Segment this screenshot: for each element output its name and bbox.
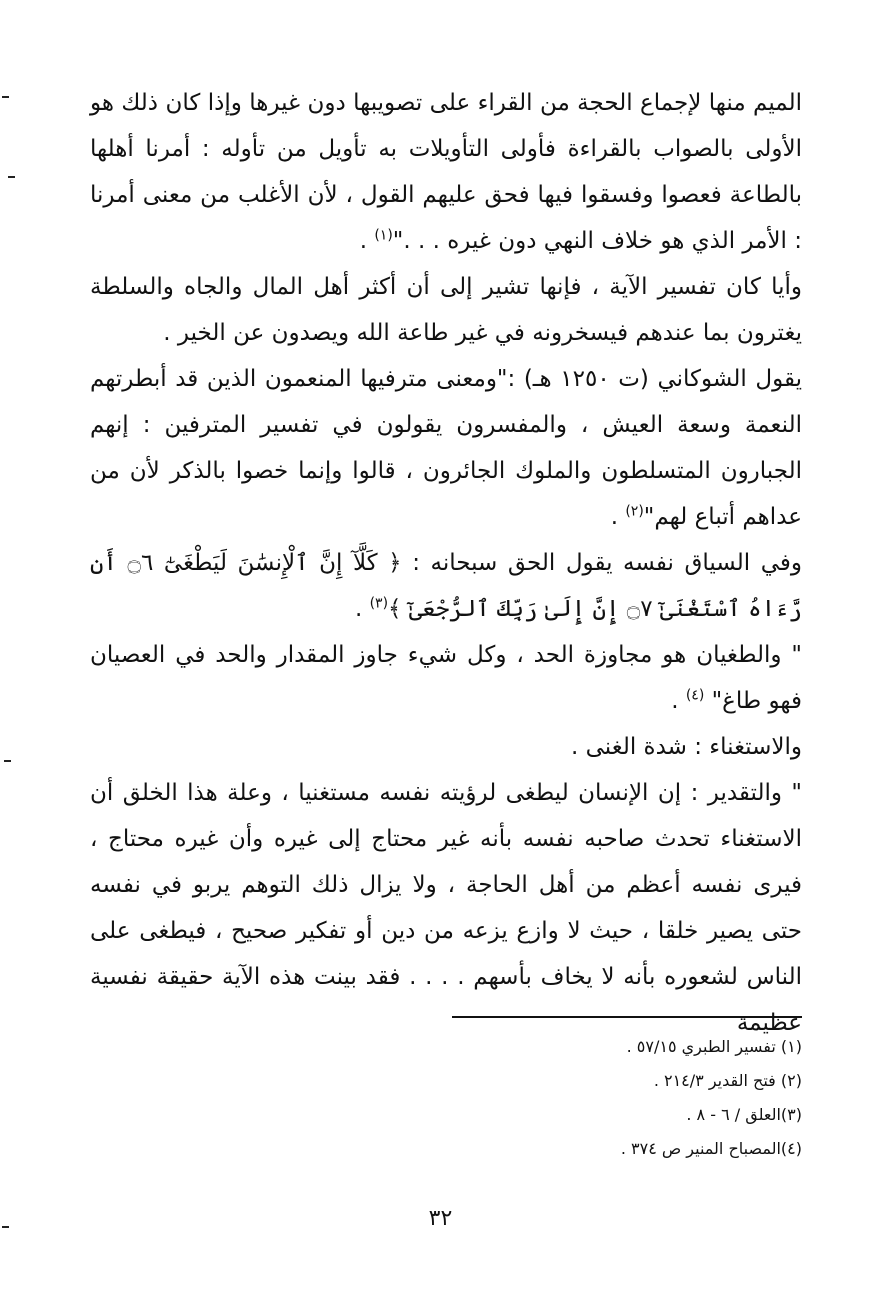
footnote-ref: (٢) (625, 503, 644, 520)
main-text (90, 80, 802, 1046)
footnote: (٤)المصباح المنير ص ٣٧٤ . (620, 1139, 802, 1158)
footnotes (452, 1030, 802, 1166)
paragraph: والاستغناء : شدة الغنى . (571, 734, 802, 760)
footnote-divider (452, 1016, 802, 1018)
footnote-ref: (١) (374, 227, 393, 244)
scan-margin-mark (8, 176, 15, 178)
scan-margin-mark (2, 96, 9, 98)
paragraph: " والتقدير : إن الإنسان ليطغى لرؤيته نفسه مستغنيا ، وعلة هذا الخلق أن الاستغناء تحدث صاحبه نفسه بأنه غير محتاج إلى غيره وأن غيره محتاج ، فيرى نفسه أعظم من أهل الحاجة ، ولا يزال ذلك التوهم يربو في نفسه حتى يصير خلقا ، حيث لا وازع يزعه من دين أو تفكير صحيح ، فيطغى على الناس لشعوره بأنه لا يخاف بأسهم . . . . فقد بينت هذه الآية حقيقة نفسية عظيمة (90, 780, 802, 1036)
paragraph: وأيا كان تفسير الآية ، فإنها تشير إلى أن أكثر أهل المال والجاه والسلطة يغترون بما عندهم فيسخرونه في غير طاعة الله ويصدون عن الخير . (90, 274, 802, 346)
paragraph: يقول الشوكاني (ت ١٢٥٠ هـ) :"ومعنى مترفيها المنعمون الذين قد أبطرتهم النعمة وسعة العيش ، والمفسرون يقولون في تفسير المترفين : إنهم الجبارون المتسلطون والملوك الجائرون ، قالوا وإنما خصوا بالذكر لأن من عداهم أتباع لهم"$^{(٢)}$ . (90, 366, 803, 530)
footnote: (٣)العلق / ٦ - ٨ . (686, 1105, 802, 1124)
quran-verse: ﴿ كَلَّآ إِنَّ ٱلْإِنسَٰنَ لَيَطْغَىٰٓ ۝٦ أَن رَّءَاهُ ٱسْتَغْنَىٰٓ ۝٧ إِنَّ إِلَىٰ رَبِّكَ ٱلرُّجْعَىٰٓ ﴾ (90, 550, 802, 622)
footnote-ref: (٤) (685, 687, 705, 704)
scan-margin-mark (4, 760, 11, 762)
footnote: (٢) فتح القدير ٢١٤/٣ . (653, 1071, 802, 1090)
footnote-ref: (٣) (369, 595, 389, 612)
paragraph: وفي السياق نفسه يقول الحق سبحانه : ﴿ كَلَّآ إِنَّ ٱلْإِنسَٰنَ لَيَطْغَىٰٓ ۝٦ أَن رَّءَاهُ ٱسْتَغْنَىٰٓ ۝٧ إِنَّ إِلَىٰ رَبِّكَ ٱلرُّجْعَىٰٓ ﴾$^{(٣)}$ . (90, 550, 803, 622)
footnote: (١) تفسير الطبري ٥٧/١٥ . (626, 1037, 802, 1056)
paragraph: " والطغيان هو مجاوزة الحد ، وكل شيء جاوز المقدار والحد في العصيان فهو طاغ" $^{(٤)}$ . (90, 642, 802, 714)
paragraph: الميم منها لإجماع الحجة من القراء على تصويبها دون غيرها وإذا كان ذلك هو الأولى بالصواب بالقراءة فأولى التأويلات به تأويل من تأوله : أمرنا أهلها بالطاعة فعصوا وفسقوا فيها فحق عليهم القول ، لأن الأغلب من معنى أمرنا : الأمر الذي هو خلاف النهي دون غيره . . ."$^{(١)}$ . (90, 90, 802, 254)
page-number: ٣٢ (428, 1206, 453, 1231)
